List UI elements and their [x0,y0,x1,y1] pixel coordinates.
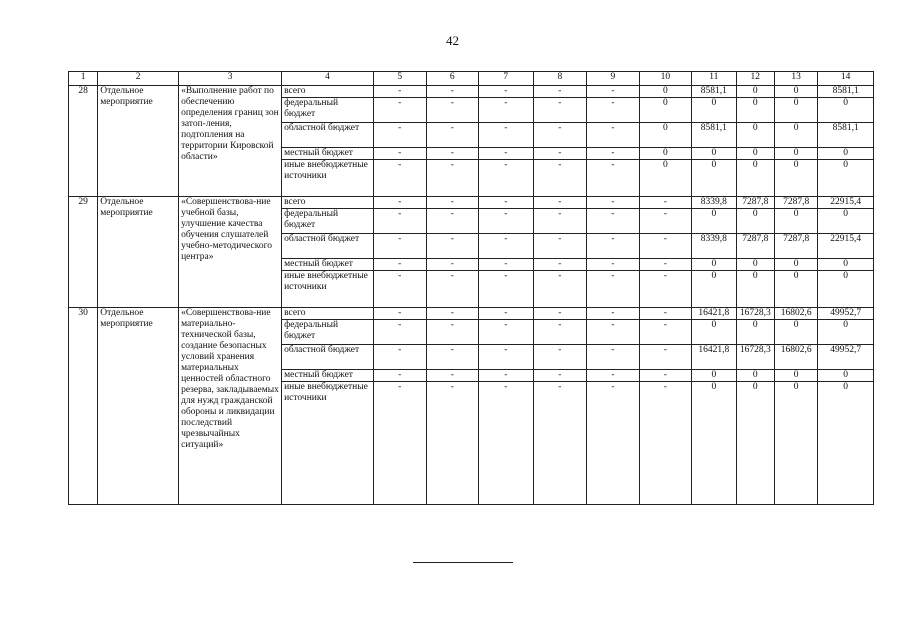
value-cell: 49952,7 [818,308,874,320]
value-cell: - [639,308,692,320]
value-cell: 0 [736,209,774,234]
value-cell: 0 [692,271,736,308]
value-cell: - [639,197,692,209]
value-cell: - [374,345,427,370]
value-cell: - [374,320,427,345]
value-cell: - [426,271,479,308]
value-cell: - [374,160,427,197]
value-cell: - [533,160,587,197]
value-cell: 16728,3 [736,308,774,320]
value-cell: 0 [736,98,774,123]
funding-source-label: иные внебюджетные источники [282,271,374,308]
funding-source-label: областной бюджет [282,345,374,370]
value-cell: - [587,148,640,160]
value-cell: - [426,209,479,234]
value-cell: - [639,345,692,370]
value-cell: - [426,308,479,320]
value-cell: - [374,123,427,148]
value-cell: 16802,6 [774,308,817,320]
table-row [69,86,874,98]
value-cell: - [479,382,534,505]
value-cell: - [479,98,534,123]
value-cell: 0 [736,148,774,160]
value-cell: - [587,234,640,259]
value-cell: - [587,271,640,308]
value-cell: 0 [774,148,817,160]
value-cell: - [479,320,534,345]
value-cell: - [639,320,692,345]
funding-source-label: местный бюджет [282,370,374,382]
value-cell: 7287,8 [736,197,774,209]
value-cell: - [374,148,427,160]
value-cell: - [479,197,534,209]
value-cell: 0 [639,86,692,98]
value-cell: 0 [818,382,874,505]
value-cell: - [587,345,640,370]
funding-source-label: иные внебюджетные источники [282,160,374,197]
header-row [69,72,874,86]
value-cell: - [426,86,479,98]
col-header: 6 [426,72,479,86]
col-header: 13 [774,72,817,86]
value-cell: 0 [639,148,692,160]
value-cell: - [587,370,640,382]
value-cell: - [479,160,534,197]
value-cell: 22915,4 [818,197,874,209]
col-header: 10 [639,72,692,86]
funding-source-label: федеральный бюджет [282,98,374,123]
value-cell: 0 [774,382,817,505]
value-cell: - [533,86,587,98]
funding-source-label: федеральный бюджет [282,209,374,234]
value-cell: - [426,320,479,345]
value-cell: 0 [736,370,774,382]
event-name: «Совершенствова-ние материально-технической базы, создание безопасных условий хранения материальных ценностей областного резерва, закладываемых для нужд гражданской обороны и ликвидации последствий чрезвычайных ситуаций» [179,308,282,505]
value-cell: 0 [818,160,874,197]
value-cell: 8581,1 [692,86,736,98]
value-cell: - [479,148,534,160]
value-cell: - [426,370,479,382]
budget-table [68,71,874,505]
value-cell: 0 [692,98,736,123]
col-header: 3 [179,72,282,86]
value-cell: 0 [692,148,736,160]
value-cell: 0 [736,382,774,505]
value-cell: 0 [639,160,692,197]
value-cell: - [533,148,587,160]
value-cell: - [587,320,640,345]
value-cell: - [374,271,427,308]
value-cell: - [533,123,587,148]
value-cell: 0 [774,209,817,234]
value-cell: - [587,160,640,197]
funding-source-label: областной бюджет [282,123,374,148]
row-number: 28 [69,86,98,197]
value-cell: - [587,123,640,148]
value-cell: 0 [774,370,817,382]
value-cell: - [374,370,427,382]
value-cell: 16421,8 [692,308,736,320]
event-type: Отдельное мероприятие [98,197,179,308]
value-cell: 0 [692,259,736,271]
value-cell: 0 [692,209,736,234]
value-cell: 16728,3 [736,345,774,370]
value-cell: 0 [736,123,774,148]
value-cell: - [533,197,587,209]
value-cell: 8339,8 [692,197,736,209]
value-cell: - [426,234,479,259]
value-cell: 0 [692,160,736,197]
col-header: 1 [69,72,98,86]
funding-source-label: федеральный бюджет [282,320,374,345]
value-cell: 16802,6 [774,345,817,370]
col-header: 14 [818,72,874,86]
value-cell: 7287,8 [736,234,774,259]
value-cell: 0 [818,148,874,160]
value-cell: - [639,259,692,271]
table-row [69,308,874,320]
value-cell: - [479,308,534,320]
value-cell: - [587,259,640,271]
value-cell: - [587,98,640,123]
value-cell: 7287,8 [774,234,817,259]
table-row [69,197,874,209]
col-header: 11 [692,72,736,86]
value-cell: 0 [736,259,774,271]
value-cell: - [639,271,692,308]
value-cell: - [587,209,640,234]
value-cell: 0 [774,271,817,308]
value-cell: - [639,209,692,234]
value-cell: - [374,197,427,209]
value-cell: - [587,197,640,209]
value-cell: 22915,4 [818,234,874,259]
value-cell: - [426,345,479,370]
value-cell: 0 [818,271,874,308]
value-cell: - [639,234,692,259]
value-cell: 8581,1 [818,86,874,98]
col-header: 9 [587,72,640,86]
col-header: 12 [736,72,774,86]
value-cell: 0 [692,382,736,505]
value-cell: - [374,308,427,320]
value-cell: - [479,259,534,271]
value-cell: - [426,123,479,148]
value-cell: 8339,8 [692,234,736,259]
value-cell: - [533,209,587,234]
value-cell: 0 [774,259,817,271]
value-cell: - [374,259,427,271]
value-cell: 0 [818,98,874,123]
value-cell: 0 [736,86,774,98]
value-cell: - [374,234,427,259]
value-cell: - [374,209,427,234]
value-cell: - [479,234,534,259]
value-cell: 7287,8 [774,197,817,209]
value-cell: 0 [818,209,874,234]
col-header: 8 [533,72,587,86]
funding-source-label: местный бюджет [282,148,374,160]
value-cell: 8581,1 [692,123,736,148]
value-cell: - [639,370,692,382]
value-cell: 49952,7 [818,345,874,370]
value-cell: - [533,320,587,345]
value-cell: 0 [818,320,874,345]
value-cell: - [479,271,534,308]
value-cell: 0 [639,123,692,148]
page-number: 42 [446,33,459,48]
funding-source-label: всего [282,86,374,98]
value-cell: - [587,86,640,98]
value-cell: 0 [639,98,692,123]
event-type: Отдельное мероприятие [98,308,179,505]
value-cell: 0 [818,259,874,271]
value-cell: - [533,271,587,308]
value-cell: - [533,259,587,271]
funding-source-label: иные внебюджетные источники [282,382,374,505]
row-number: 29 [69,197,98,308]
value-cell: 0 [774,320,817,345]
funding-source-label: местный бюджет [282,259,374,271]
value-cell: - [639,382,692,505]
value-cell: - [533,98,587,123]
value-cell: - [479,86,534,98]
value-cell: - [587,382,640,505]
value-cell: - [587,308,640,320]
value-cell: 0 [774,86,817,98]
value-cell: 0 [736,271,774,308]
col-header: 4 [282,72,374,86]
value-cell: 0 [818,370,874,382]
value-cell: - [479,209,534,234]
value-cell: 0 [692,370,736,382]
value-cell: - [426,259,479,271]
value-cell: - [426,98,479,123]
value-cell: 16421,8 [692,345,736,370]
value-cell: - [533,382,587,505]
col-header: 5 [374,72,427,86]
col-header: 7 [479,72,534,86]
signature-divider-line [413,562,513,563]
value-cell: - [374,382,427,505]
value-cell: - [426,160,479,197]
value-cell: - [533,345,587,370]
funding-source-label: областной бюджет [282,234,374,259]
event-name: «Совершенствова-ние учебной базы, улучшение качества обучения слушателей учебно-методического центра» [179,197,282,308]
value-cell: - [533,370,587,382]
col-header: 2 [98,72,179,86]
value-cell: 0 [736,320,774,345]
event-type: Отдельное мероприятие [98,86,179,197]
value-cell: - [426,382,479,505]
value-cell: - [479,370,534,382]
value-cell: - [479,345,534,370]
value-cell: - [533,308,587,320]
event-name: «Выполнение работ по обеспечению определения границ зон затоп-ления, подтопления на территории Кировской области» [179,86,282,197]
value-cell: - [374,98,427,123]
value-cell: 0 [774,123,817,148]
value-cell: 0 [692,320,736,345]
value-cell: - [479,123,534,148]
funding-source-label: всего [282,308,374,320]
value-cell: 0 [774,98,817,123]
funding-source-label: всего [282,197,374,209]
row-number: 30 [69,308,98,505]
value-cell: - [374,86,427,98]
value-cell: - [533,234,587,259]
value-cell: - [426,197,479,209]
value-cell: 0 [774,160,817,197]
value-cell: 8581,1 [818,123,874,148]
value-cell: - [426,148,479,160]
value-cell: 0 [736,160,774,197]
